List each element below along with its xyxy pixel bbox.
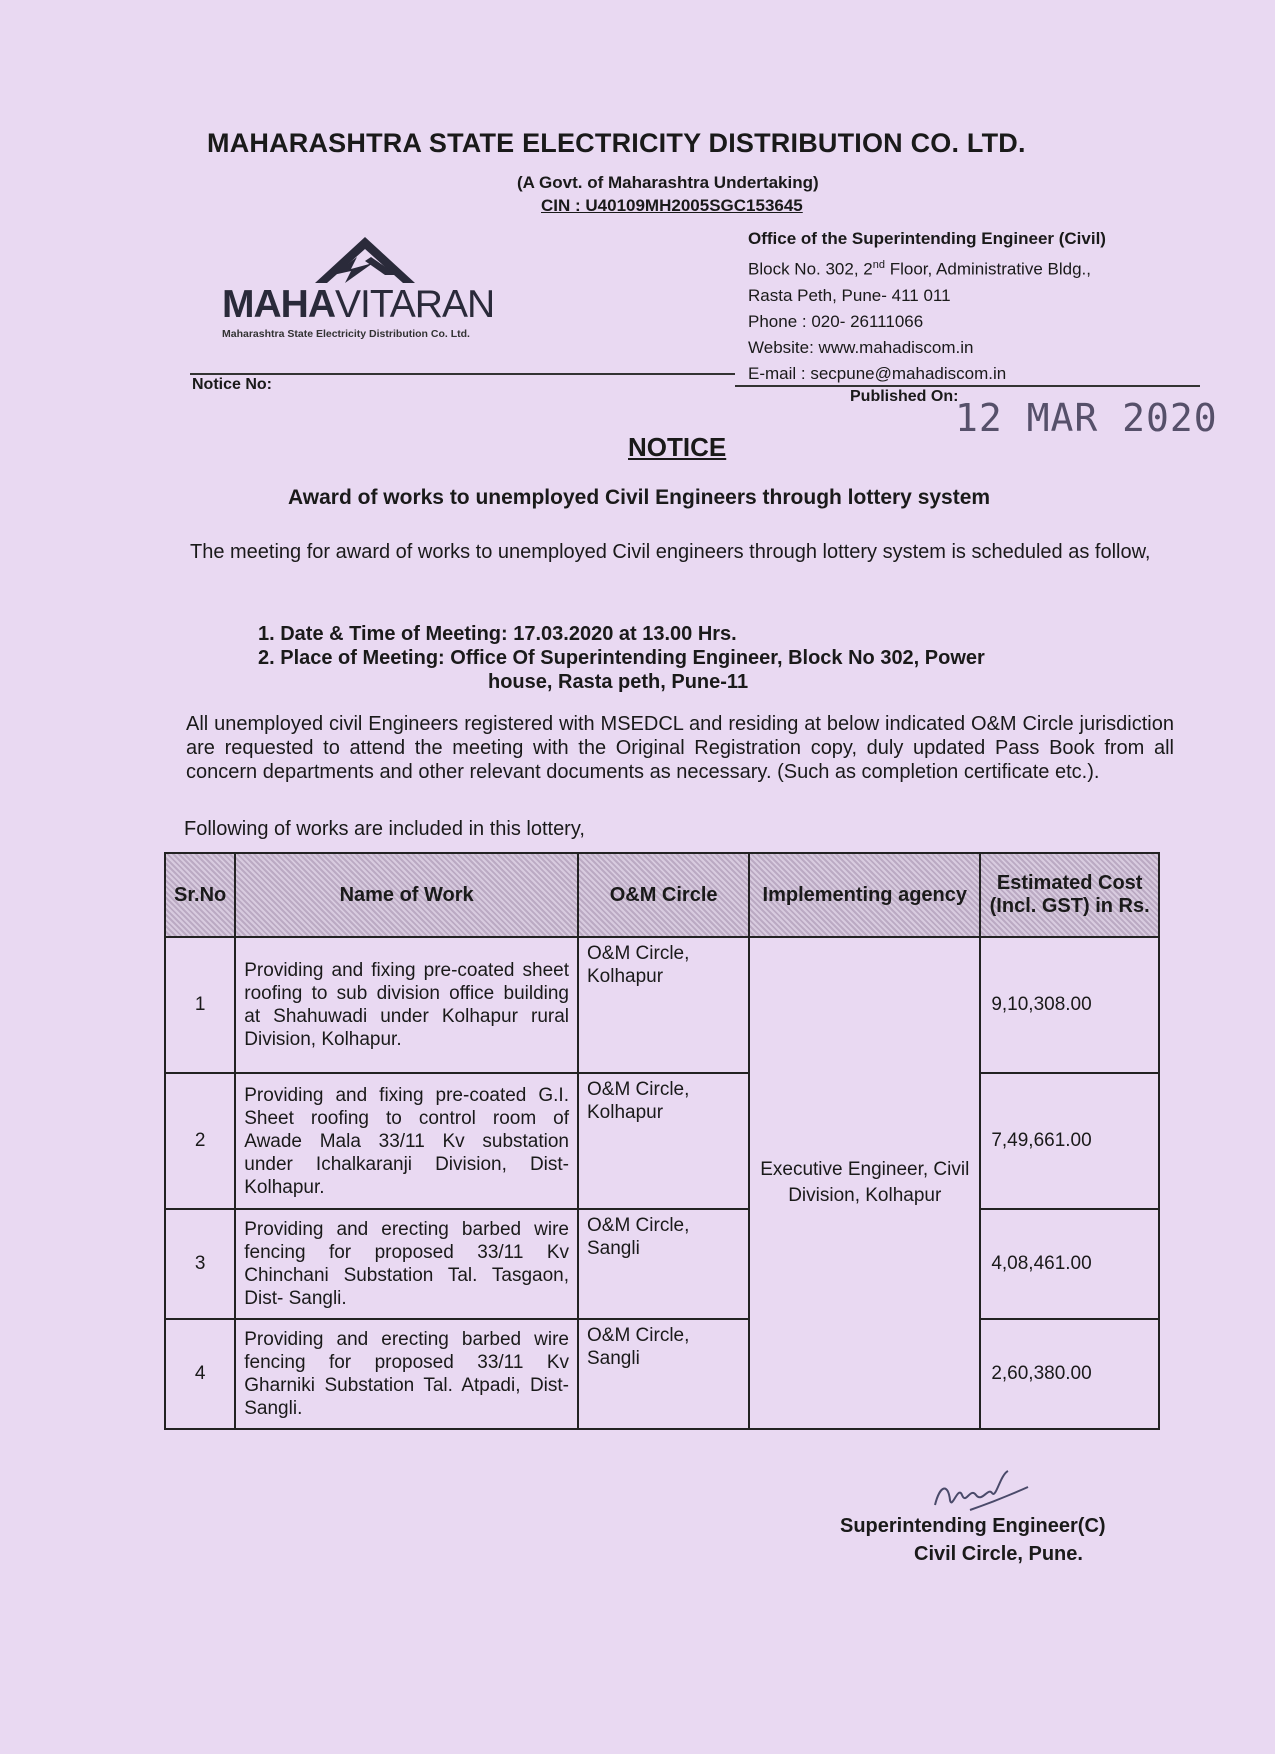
office-website: Website: www.mahadiscom.in xyxy=(748,337,974,357)
row-work: Providing and erecting barbed wire fencing for proposed 33/11 Kv Chinchani Substation Tal. Tasgaon, Dist- Sangli. xyxy=(235,1209,578,1319)
works-intro: Following of works are included in this lottery, xyxy=(184,818,585,840)
company-name: MAHARASHTRA STATE ELECTRICITY DISTRIBUTION CO. LTD. xyxy=(207,128,1026,158)
intro-paragraph: The meeting for award of works to unemployed Civil engineers through lottery system is scheduled as follow, xyxy=(190,541,1151,563)
table-row xyxy=(165,1319,1159,1429)
meeting-place-cont: house, Rasta peth, Pune-11 xyxy=(488,671,749,693)
meeting-details-list xyxy=(258,622,1128,694)
row-cost: 2,60,380.00 xyxy=(980,1319,1159,1429)
row-cost: 7,49,661.00 xyxy=(980,1073,1159,1209)
divider-right xyxy=(735,385,1200,387)
row-work: Providing and fixing pre-coated sheet roofing to sub division office building at Shahuwadi under Kolhapur rural Division, Kolhapur. xyxy=(235,937,578,1073)
office-title: Office of the Superintending Engineer (Civil) xyxy=(748,229,1106,248)
office-address-line2: Rasta Peth, Pune- 411 011 xyxy=(748,285,951,305)
signatory-office: Civil Circle, Pune. xyxy=(914,1543,1083,1565)
row-work: Providing and erecting barbed wire fencing for proposed 33/11 Kv Gharniki Substation Tal. Atpadi, Dist- Sangli. xyxy=(235,1319,578,1429)
notice-heading: NOTICE xyxy=(628,432,727,462)
divider-left xyxy=(190,373,735,375)
signatory-block xyxy=(840,1512,1106,1568)
row-sr-no: 3 xyxy=(165,1209,235,1319)
header-om-circle: O&M Circle xyxy=(578,853,749,937)
office-phone: Phone : 020- 26111066 xyxy=(748,311,924,331)
published-on-label: Published On: xyxy=(850,388,959,405)
row-cost: 9,10,308.00 xyxy=(980,937,1159,1073)
row-agency: Executive Engineer, Civil Division, Kolhapur xyxy=(749,937,980,1429)
office-email: E-mail : secpune@mahadiscom.in xyxy=(748,363,1007,383)
table-header-row xyxy=(165,853,1159,937)
office-address-line1: Block No. 302, 2nd Floor, Administrative Bldg., xyxy=(748,259,1091,279)
header-estimated-cost: Estimated Cost (Incl. GST) in Rs. xyxy=(980,853,1159,937)
company-subtitle: (A Govt. of Maharashtra Undertaking) xyxy=(517,173,819,192)
notice-no-label: Notice No: xyxy=(192,376,272,393)
header-sr-no: Sr.No xyxy=(165,853,235,937)
row-work: Providing and fixing pre-coated G.I. Sheet roofing to control room of Awade Mala 33/11 Kv substation under Ichalkaranji Division, Dist- Kolhapur. xyxy=(235,1073,578,1209)
meeting-place: 2. Place of Meeting: Office Of Superintending Engineer, Block No 302, Power xyxy=(258,647,985,669)
notice-subject: Award of works to unemployed Civil Engineers through lottery system xyxy=(288,486,991,509)
row-sr-no: 4 xyxy=(165,1319,235,1429)
row-sr-no: 1 xyxy=(165,937,235,1073)
logo-tagline: Maharashtra State Electricity Distribution Co. Ltd. xyxy=(222,328,470,340)
row-circle: O&M Circle, Sangli xyxy=(578,1209,749,1319)
mahavitaran-logo xyxy=(190,235,540,345)
row-circle: O&M Circle, Kolhapur xyxy=(578,1073,749,1209)
date-stamp: 12 MAR 2020 xyxy=(955,396,1218,440)
table-row xyxy=(165,937,1159,1073)
logo-wordmark: MAHAVITARAN xyxy=(222,283,495,326)
row-cost: 4,08,461.00 xyxy=(980,1209,1159,1319)
instructions-paragraph: All unemployed civil Engineers registered with MSEDCL and residing at below indicated O&M Circle jurisdiction are requested to attend the meeting with the Original Registration copy, duly updated Pass Book from all concern departments and other relevant documents as necessary. (Such as completion certificate etc.). xyxy=(186,713,1174,783)
meeting-datetime: 1. Date & Time of Meeting: 17.03.2020 at 13.00 Hrs. xyxy=(258,623,737,645)
header-name-of-work: Name of Work xyxy=(235,853,578,937)
header-implementing-agency: Implementing agency xyxy=(749,853,980,937)
works-table xyxy=(164,852,1160,1430)
table-row xyxy=(165,1073,1159,1209)
row-circle: O&M Circle, Sangli xyxy=(578,1319,749,1429)
logo-emblem-icon xyxy=(315,235,415,285)
cin-number: CIN : U40109MH2005SGC153645 xyxy=(541,196,803,215)
office-address xyxy=(748,226,1106,387)
row-circle: O&M Circle, Kolhapur xyxy=(578,937,749,1073)
row-sr-no: 2 xyxy=(165,1073,235,1209)
table-row xyxy=(165,1209,1159,1319)
signatory-title: Superintending Engineer(C) xyxy=(840,1515,1106,1537)
